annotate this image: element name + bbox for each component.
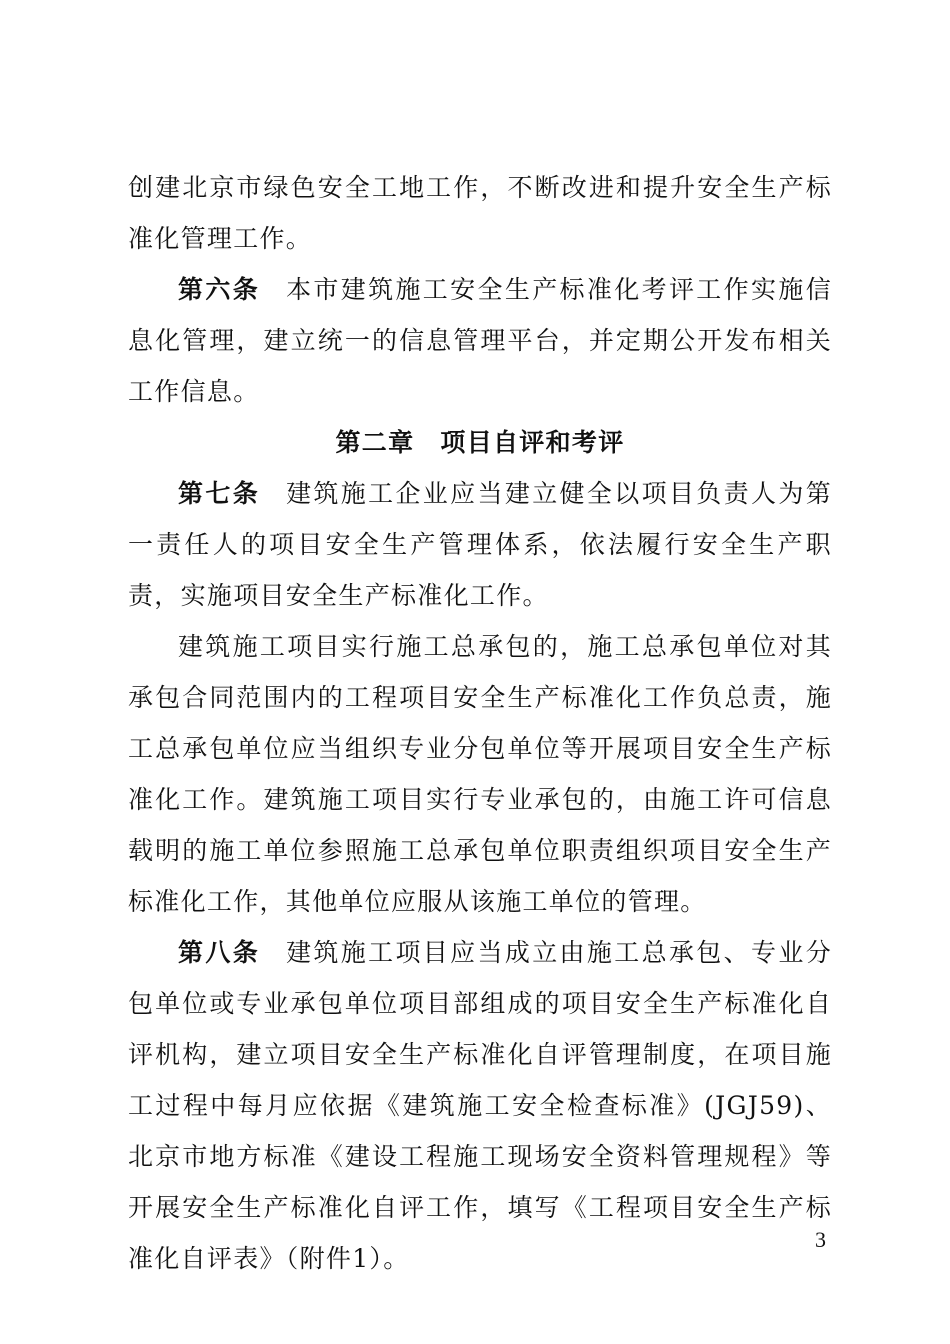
- chapter-number: 第二章: [335, 428, 415, 457]
- paragraph-text: 建筑施工项目实行施工总承包的，施工总承包单位对其承包合同范围内的工程项目安全生产标准化工作负总责，施工总承包单位应当组织专业分包单位等开展项目安全生产标准化工作。建筑施工项目实行专业承包的，由施工许可信息载明的施工单位参照施工总承包单位职责组织项目安全生产标准化工作，其他单位应服从该施工单位的管理。: [128, 632, 832, 916]
- article-text: 建筑施工企业应当建立健全以项目负责人为第一责任人的项目安全生产管理体系，依法履行安全生产职责，实施项目安全生产标准化工作。: [128, 479, 832, 610]
- paragraph-continuation: [128, 162, 832, 264]
- article-number: 第八条: [178, 938, 261, 967]
- document-body: [128, 162, 832, 1284]
- article-7: [128, 468, 832, 621]
- article-number: 第七条: [178, 479, 261, 508]
- chapter-title: 项目自评和考评: [440, 428, 625, 457]
- page-number: 3: [815, 1227, 826, 1252]
- article-number: 第六条: [178, 275, 261, 304]
- article-text: 建筑施工项目应当成立由施工总承包、专业分包单位或专业承包单位项目部组成的项目安全生产标准化自评机构，建立项目安全生产标准化自评管理制度，在项目施工过程中每月应依据《建筑施工安全检查标准》(JGJ59)、北京市地方标准《建设工程施工现场安全资料管理规程》等开展安全生产标准化自评工作，填写《工程项目安全生产标准化自评表》（附件1）。: [128, 938, 832, 1273]
- chapter-heading: [128, 417, 832, 468]
- article-6: [128, 264, 832, 417]
- article-8: [128, 927, 832, 1284]
- article-text: 本市建筑施工安全生产标准化考评工作实施信息化管理，建立统一的信息管理平台，并定期公开发布相关工作信息。: [128, 275, 832, 406]
- paragraph-general-contracting: [128, 621, 832, 927]
- paragraph-text: 创建北京市绿色安全工地工作，不断改进和提升安全生产标准化管理工作。: [128, 173, 832, 253]
